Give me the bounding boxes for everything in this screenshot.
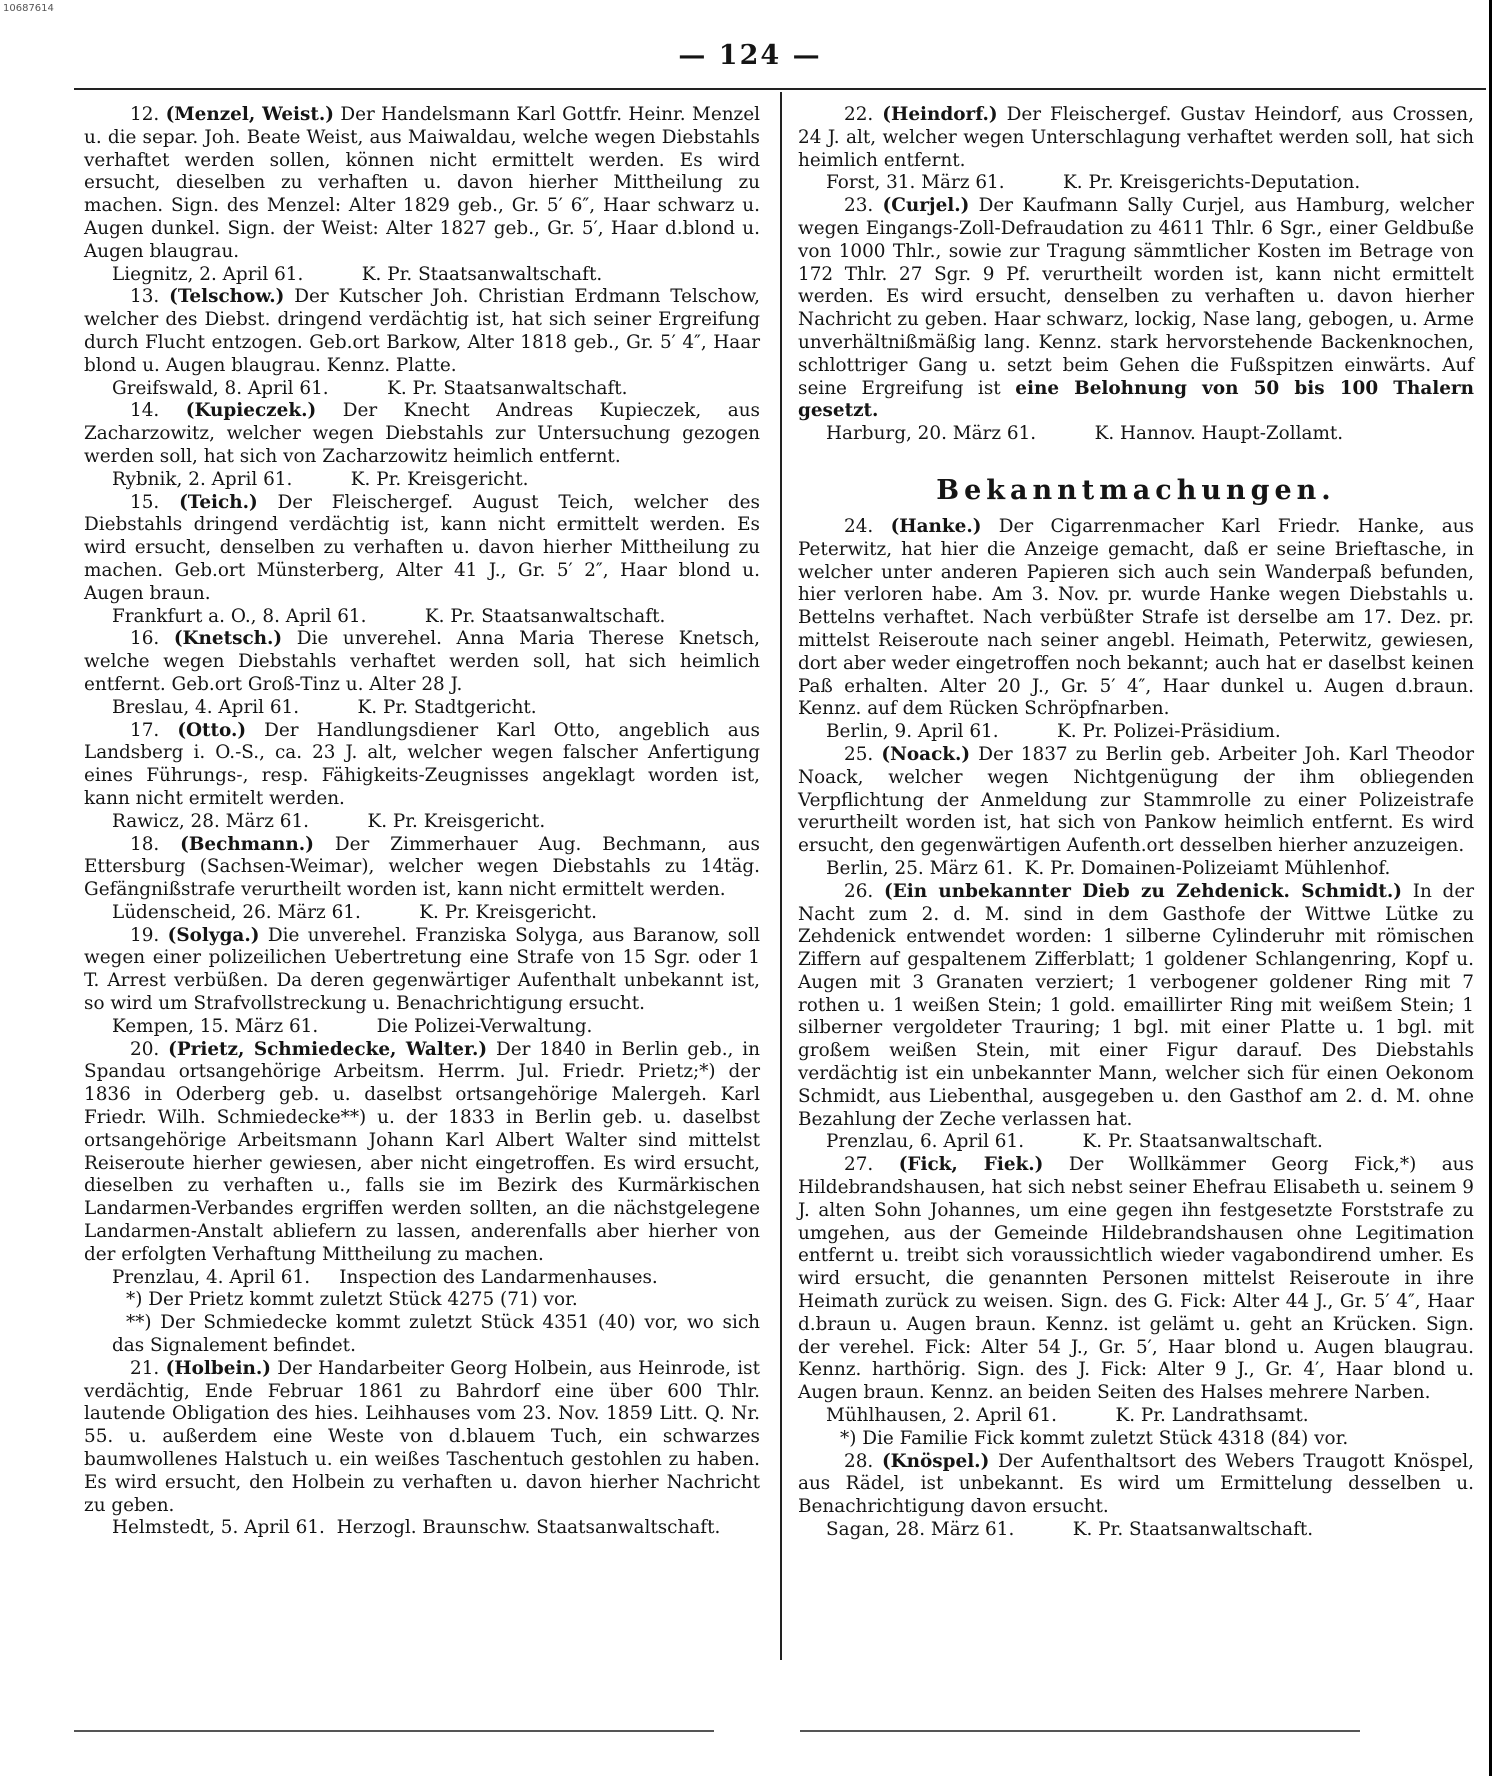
entry-signature: Lüdenscheid, 26. März 61. K. Pr. Kreisgericht.: [112, 901, 597, 923]
entry-text: Die unverehel. Franziska Solyga, aus Baranow, soll wegen einer polizeilichen Uebertretung eine Strafe von 15 Sgr. oder 1 T. Arrest verbüßen. Da deren gegenwärtiger Aufenthalt unbekannt ist, so wird um Strafvollstreckung u. Benachrichtigung ersucht.: [84, 924, 760, 1015]
entry-number: 12.: [130, 104, 160, 125]
footnote: *) Der Prietz kommt zuletzt Stück 4275 (71) vor.: [126, 1289, 578, 1311]
notice-entry: [798, 881, 1474, 1132]
column-divider: [780, 92, 782, 1660]
entry-text: Der Fleischergef. August Teich, welcher des Diebstahls dringend verdächtig ist, kann nicht ermittelt werden. Es wird ersucht, denselben zu verhaften u. davon hierher Mittheilung zu machen. Geb.ort Münsterberg, Alter 41 J., Gr. 5′ 2″, Haar blond u. Augen braun.: [84, 491, 760, 604]
entry-text: In der Nacht zum 2. d. M. sind in dem Gasthofe der Wittwe Lütke zu Zehdenick entwendet worden: 1 silberne Cylinderuhr mit römischen Ziffern auf gespaltenem Zifferblatt; 1 goldener Schlangenring, Kopf u. Augen mit 3 Granaten verziert; 1 verbogener goldener Ring mit 7 rothen u. 1 weißen Stein; 1 gold. emaillirter Ring mit weißem Stein; 1 silberner vergoldeter Trauring; 1 bgl. mit einer Platte u. 1 bgl. mit großem weißen Stein, mit einer Figur darauf. Des Diebstahls verdächtig ist ein unbekannter Mann, welcher sich für einen Oekonom Schmidt, aus Liebenthal, ausgegeben u. den Gasthof am 2. d. M. ohne Bezahlung der Zeche verlassen hat.: [798, 880, 1474, 1130]
entry-text: Die unverehel. Anna Maria Therese Knetsch, welche wegen Diebstahls verhaftet werden soll, hat sich heimlich entfernt. Geb.ort Groß-Tinz u. Alter 28 J.: [84, 628, 760, 695]
entry-number: 24.: [844, 515, 874, 537]
entry-signature: Kempen, 15. März 61. Die Polizei-Verwaltung.: [112, 1015, 593, 1037]
entry-text: Der Wollkämmer Georg Fick,*) aus Hildebrandshausen, hat sich nebst seiner Ehefrau Elisabeth u. seinem 9 J. alten Sohn Johannes, um eine gegen ihn festgesetzte Forststrafe zu umgehen, aus der Gemeinde Hildebrandshausen ohne Legitimation entfernt u. treibt sich voraussichtlich wieder vagabondirend umher. Es wird ersucht, die genannten Personen mittelst Reiseroute in ihre Heimath zurück zu weisen. Sign. des G. Fick: Alter 44 J., Gr. 5′ 4″, Haar d.braun u. Augen braun. Kennz. ist gelämt u. geht an Krücken. Sign. der verehel. Fick: Alter 54 J., Gr. 5′, Haar blond u. Augen blaugrau. Kennz. harthörig. Sign. des J. Fick: Alter 9 J., Gr. 4′, Haar blond u. Augen braun. Kennz. an beiden Seiten des Halses mehrere Narben.: [798, 1154, 1474, 1404]
entry-heading: (Telschow.): [169, 286, 285, 308]
notice-entry: [798, 1154, 1474, 1405]
notice-entry: [84, 628, 760, 696]
entry-signature: Liegnitz, 2. April 61. K. Pr. Staatsanwaltschaft.: [112, 263, 603, 285]
entry-text: Der Cigarrenmacher Karl Friedr. Hanke, aus Peterwitz, hat hier die Anzeige gemacht, daß er seine Brieftasche, in welcher unter anderen Papieren sich auch sein Wanderpaß befunden, hier verloren habe. Am 3. Nov. pr. wurde Hanke wegen Diebstahls u. Bettelns verhaftet. Nach verbüßter Strafe ist derselbe am 17. Dez. pr. mittelst Reiseroute nach seiner angebl. Heimath, Peterwitz, gewiesen, dort aber weder eingetroffen noch bekannt; auch hat er daselbst keinen Paß erhalten. Alter 20 J., Gr. 5′ 4″, Haar dunkel u. Augen d.braun. Kennz. auf dem Rücken Schröpfnarben.: [798, 515, 1474, 720]
entry-signature: Berlin, 9. April 61. K. Pr. Polizei-Präsidium.: [826, 721, 1281, 743]
document-id: 10687614: [3, 3, 54, 14]
notice-entry: [798, 516, 1474, 721]
entry-heading: (Holbein.): [165, 1357, 271, 1379]
entry-heading: (Hanke.): [890, 515, 982, 537]
entry-text: Der Knecht Andreas Kupieczek, aus Zacharzowitz, welcher wegen Diebstahls zur Untersuchung gezogen werden soll, hat sich von Zacharzowitz heimlich entfernt.: [84, 400, 760, 467]
entry-heading: (Teich.): [179, 491, 258, 513]
entry-number: 22.: [844, 104, 874, 125]
entry-signature: Greifswald, 8. April 61. K. Pr. Staatsanwaltschaft.: [112, 377, 628, 399]
entry-number: 16.: [130, 628, 160, 650]
notice-entry: [84, 1358, 760, 1518]
entry-heading: (Knöspel.): [881, 1450, 990, 1472]
footer-rule-right: [800, 1730, 1360, 1732]
section-heading: Bekanntmachungen.: [936, 474, 1336, 506]
entry-heading: (Noack.): [881, 743, 971, 765]
entry-signature: Rybnik, 2. April 61. K. Pr. Kreisgericht.: [112, 468, 529, 490]
entry-text: Der Aufenthaltsort des Webers Traugott Knöspel, aus Rädel, ist unbekannt. Es wird um Ermittelung desselben u. Benachrichtigung davon ersucht.: [798, 1450, 1474, 1518]
entry-text: Der Zimmerhauer Aug. Bechmann, aus Ettersburg (Sachsen-Weimar), welcher wegen Diebstahls zu 14täg. Gefängnißstrafe verurtheilt worden ist, kann nicht ermittelt werden.: [84, 833, 760, 901]
entry-signature: Rawicz, 28. März 61. K. Pr. Kreisgericht.: [112, 810, 546, 832]
entry-text: Der Handelsmann Karl Gottfr. Heinr. Menzel u. die separ. Joh. Beate Weist, aus Maiwaldau, welche wegen Diebstahls verhaftet werden sollen, können nicht ermittelt werden. Es wird ersucht, dieselben zu verhaften u. davon hierher Mittheilung zu machen. Sign. des Menzel: Alter 1829 geb., Gr. 5′ 6″, Haar schwarz u. Augen dunkel. Sign. der Weist: Alter 1827 geb., Gr. 5′, Haar d.blond u. Augen blaugrau.: [84, 104, 760, 262]
entry-heading: (Heindorf.): [882, 104, 998, 125]
footer-rule-left: [74, 1730, 714, 1732]
scan-edge-mark: [1489, 0, 1492, 1776]
page-number: — 124 —: [678, 40, 822, 71]
entry-number: 21.: [130, 1357, 160, 1379]
entry-signature: Prenzlau, 6. April 61. K. Pr. Staatsanwaltschaft.: [826, 1131, 1323, 1153]
entry-signature: Prenzlau, 4. April 61. Inspection des Landarmenhauses.: [112, 1266, 658, 1288]
footnote: **) Der Schmiedecke kommt zuletzt Stück 4351 (40) vor, wo sich das Signalement befindet.: [112, 1312, 760, 1357]
left-column: [84, 104, 760, 1540]
notice-entry: [798, 104, 1474, 172]
reward-text: eine Belohnung von 50 bis 100 Thalern gesetzt.: [798, 377, 1474, 422]
entry-text: Der Kutscher Joh. Christian Erdmann Telschow, welcher des Diebst. dringend verdächtig ist, hat sich seiner Ergreifung durch Flucht entzogen. Geb.ort Barkow, Alter 1818 geb., Gr. 5′ 4″, Haar blond u. Augen blaugrau. Kennz. Platte.: [84, 286, 760, 376]
notice-entry: [84, 400, 760, 468]
entry-signature: Forst, 31. März 61. K. Pr. Kreisgerichts-Deputation.: [826, 172, 1361, 194]
entry-heading: (Curjel.): [882, 195, 970, 217]
entry-signature: Helmstedt, 5. April 61. Herzogl. Braunschw. Staatsanwaltschaft.: [112, 1517, 721, 1539]
entry-signature: Mühlhausen, 2. April 61. K. Pr. Landrathsamt.: [826, 1405, 1309, 1427]
entry-signature: Breslau, 4. April 61. K. Pr. Stadtgericht.: [112, 696, 537, 718]
entry-number: 25.: [844, 743, 874, 765]
entry-heading: (Knetsch.): [173, 628, 283, 650]
entry-signature: Sagan, 28. März 61. K. Pr. Staatsanwaltschaft.: [826, 1519, 1314, 1541]
entry-signature: Berlin, 25. März 61. K. Pr. Domainen-Polizeiamt Mühlenhof.: [826, 857, 1391, 879]
entry-heading: (Menzel, Weist.): [165, 104, 334, 125]
notice-entry: [84, 925, 760, 1016]
entry-text: Der 1840 in Berlin geb., in Spandau ortsangehörige Arbeitsm. Herrm. Jul. Friedr. Prietz;*) der 1836 in Oderberg geb. u. daselbst ortsangehörige Malergeh. Karl Friedr. Wilh. Schmiedecke**) u. der 1833 in Berlin geb. u. daselbst ortsangehörige Arbeitsmann Johann Karl Albert Walter sind mittelst Reiseroute hierher gewiesen, aber nicht eingetroffen. Es wird ersucht, dieselben zu verhaften u., falls sie im Bezirk des Kurmärkischen Landarmen-Verbandes ergriffen werden sollten, an die nächstgelegene Landarmen-Anstalt abliefern zu lassen, anderenfalls aber hierher von der erfolgten Verhaftung Mittheilung zu machen.: [84, 1038, 760, 1265]
entry-heading: (Fick, Fiek.): [898, 1154, 1044, 1176]
notice-entry: [84, 834, 760, 902]
entry-signature: Harburg, 20. März 61. K. Hannov. Haupt-Zollamt.: [826, 423, 1344, 445]
entry-number: 15.: [130, 491, 160, 513]
entry-text: Der Handarbeiter Georg Holbein, aus Heinrode, ist verdächtig, Ende Februar 1861 zu Bahrdorf eine über 600 Thlr. lautende Obligation des hies. Leihhauses vom 23. Nov. 1859 Litt. Q. Nr. 55. u. außerdem eine Weste von d.blauem Tuch, ein schwarzes baumwollenes Halstuch u. ein weißes Taschentuch gestohlen zu haben. Es wird ersucht, den Holbein zu verhaften u. davon hierher Nachricht zu geben.: [84, 1357, 760, 1516]
notice-entry: [84, 1039, 760, 1267]
entry-heading: (Kupieczek.): [185, 400, 317, 422]
notice-entry: [84, 720, 760, 811]
footnote: *) Die Familie Fick kommt zuletzt Stück 4318 (84) vor.: [840, 1427, 1349, 1449]
entry-number: 26.: [844, 880, 874, 902]
entry-number: 18.: [130, 833, 160, 855]
entry-text: Der Handlungsdiener Karl Otto, angeblich aus Landsberg i. O.-S., ca. 23 J. alt, welcher wegen falscher Anfertigung eines Führungs-, resp. Fähigkeits-Zeugnisses angeklagt worden ist, kann nicht ermitelt werden.: [84, 719, 760, 809]
entry-number: 14.: [130, 400, 160, 422]
entry-heading: (Prietz, Schmiedecke, Walter.): [168, 1038, 488, 1060]
entry-heading: (Ein unbekannter Dieb zu Zehdenick. Schmidt.): [884, 880, 1402, 902]
entry-text: Der Kaufmann Sally Curjel, aus Hamburg, welcher wegen Eingangs-Zoll-Defraudation zu 4611 Thlr. 6 Sgr., einer Geldbuße von 1000 Thlr., sowie zur Tragung sämmtlicher Kosten im Betrage von 172 Thlr. 27 Sgr. 9 Pf. verurtheilt worden ist, kann nicht ermittelt werden. Es wird ersucht, denselben zu verhaften u. davon hierher Nachricht zu geben. Haar schwarz, lockig, Nase lang, gebogen, u. Arme unverhältnißmäßig lang. Kennz. stark hervorstehende Backenknochen, schlottriger Gang u. setzt beim Gehen die Fußspitzen einwärts. Auf seine Ergreifung ist: [798, 195, 1474, 399]
notice-entry: [84, 492, 760, 606]
entry-number: 20.: [130, 1038, 160, 1060]
entry-number: 19.: [130, 924, 160, 946]
entry-heading: (Bechmann.): [180, 833, 314, 855]
entry-number: 28.: [844, 1450, 874, 1472]
entry-number: 13.: [130, 286, 160, 308]
entry-heading: (Solyga.): [167, 924, 260, 946]
header-rule: [74, 88, 1486, 90]
entry-text: Der 1837 zu Berlin geb. Arbeiter Joh. Karl Theodor Noack, welcher wegen Nichtgenügung der ihm obliegenden Verpflichtung der Anmeldung zur Stammrolle zu einer Polizeistrafe verurtheilt worden ist, hat sich von Pankow heimlich entfernt. Es wird ersucht, den gegenwärtigen Aufenth.ort desselben hierher anzuzeigen.: [798, 743, 1475, 857]
notice-entry: [84, 104, 760, 264]
notice-entry: [798, 1451, 1474, 1519]
entry-heading: (Otto.): [177, 719, 247, 741]
notice-entry: [798, 744, 1474, 858]
entry-text: Der Fleischergef. Gustav Heindorf, aus Crossen, 24 J. alt, welcher wegen Unterschlagung verhaftet werden soll, hat sich heimlich entfernt.: [798, 104, 1474, 171]
right-column: [798, 104, 1474, 1542]
entry-number: 17.: [130, 719, 160, 741]
entry-number: 27.: [844, 1154, 874, 1176]
notice-entry: [84, 286, 760, 377]
notice-entry: [798, 195, 1474, 423]
entry-number: 23.: [844, 195, 874, 217]
entry-signature: Frankfurt a. O., 8. April 61. K. Pr. Staatsanwaltschaft.: [112, 605, 666, 627]
